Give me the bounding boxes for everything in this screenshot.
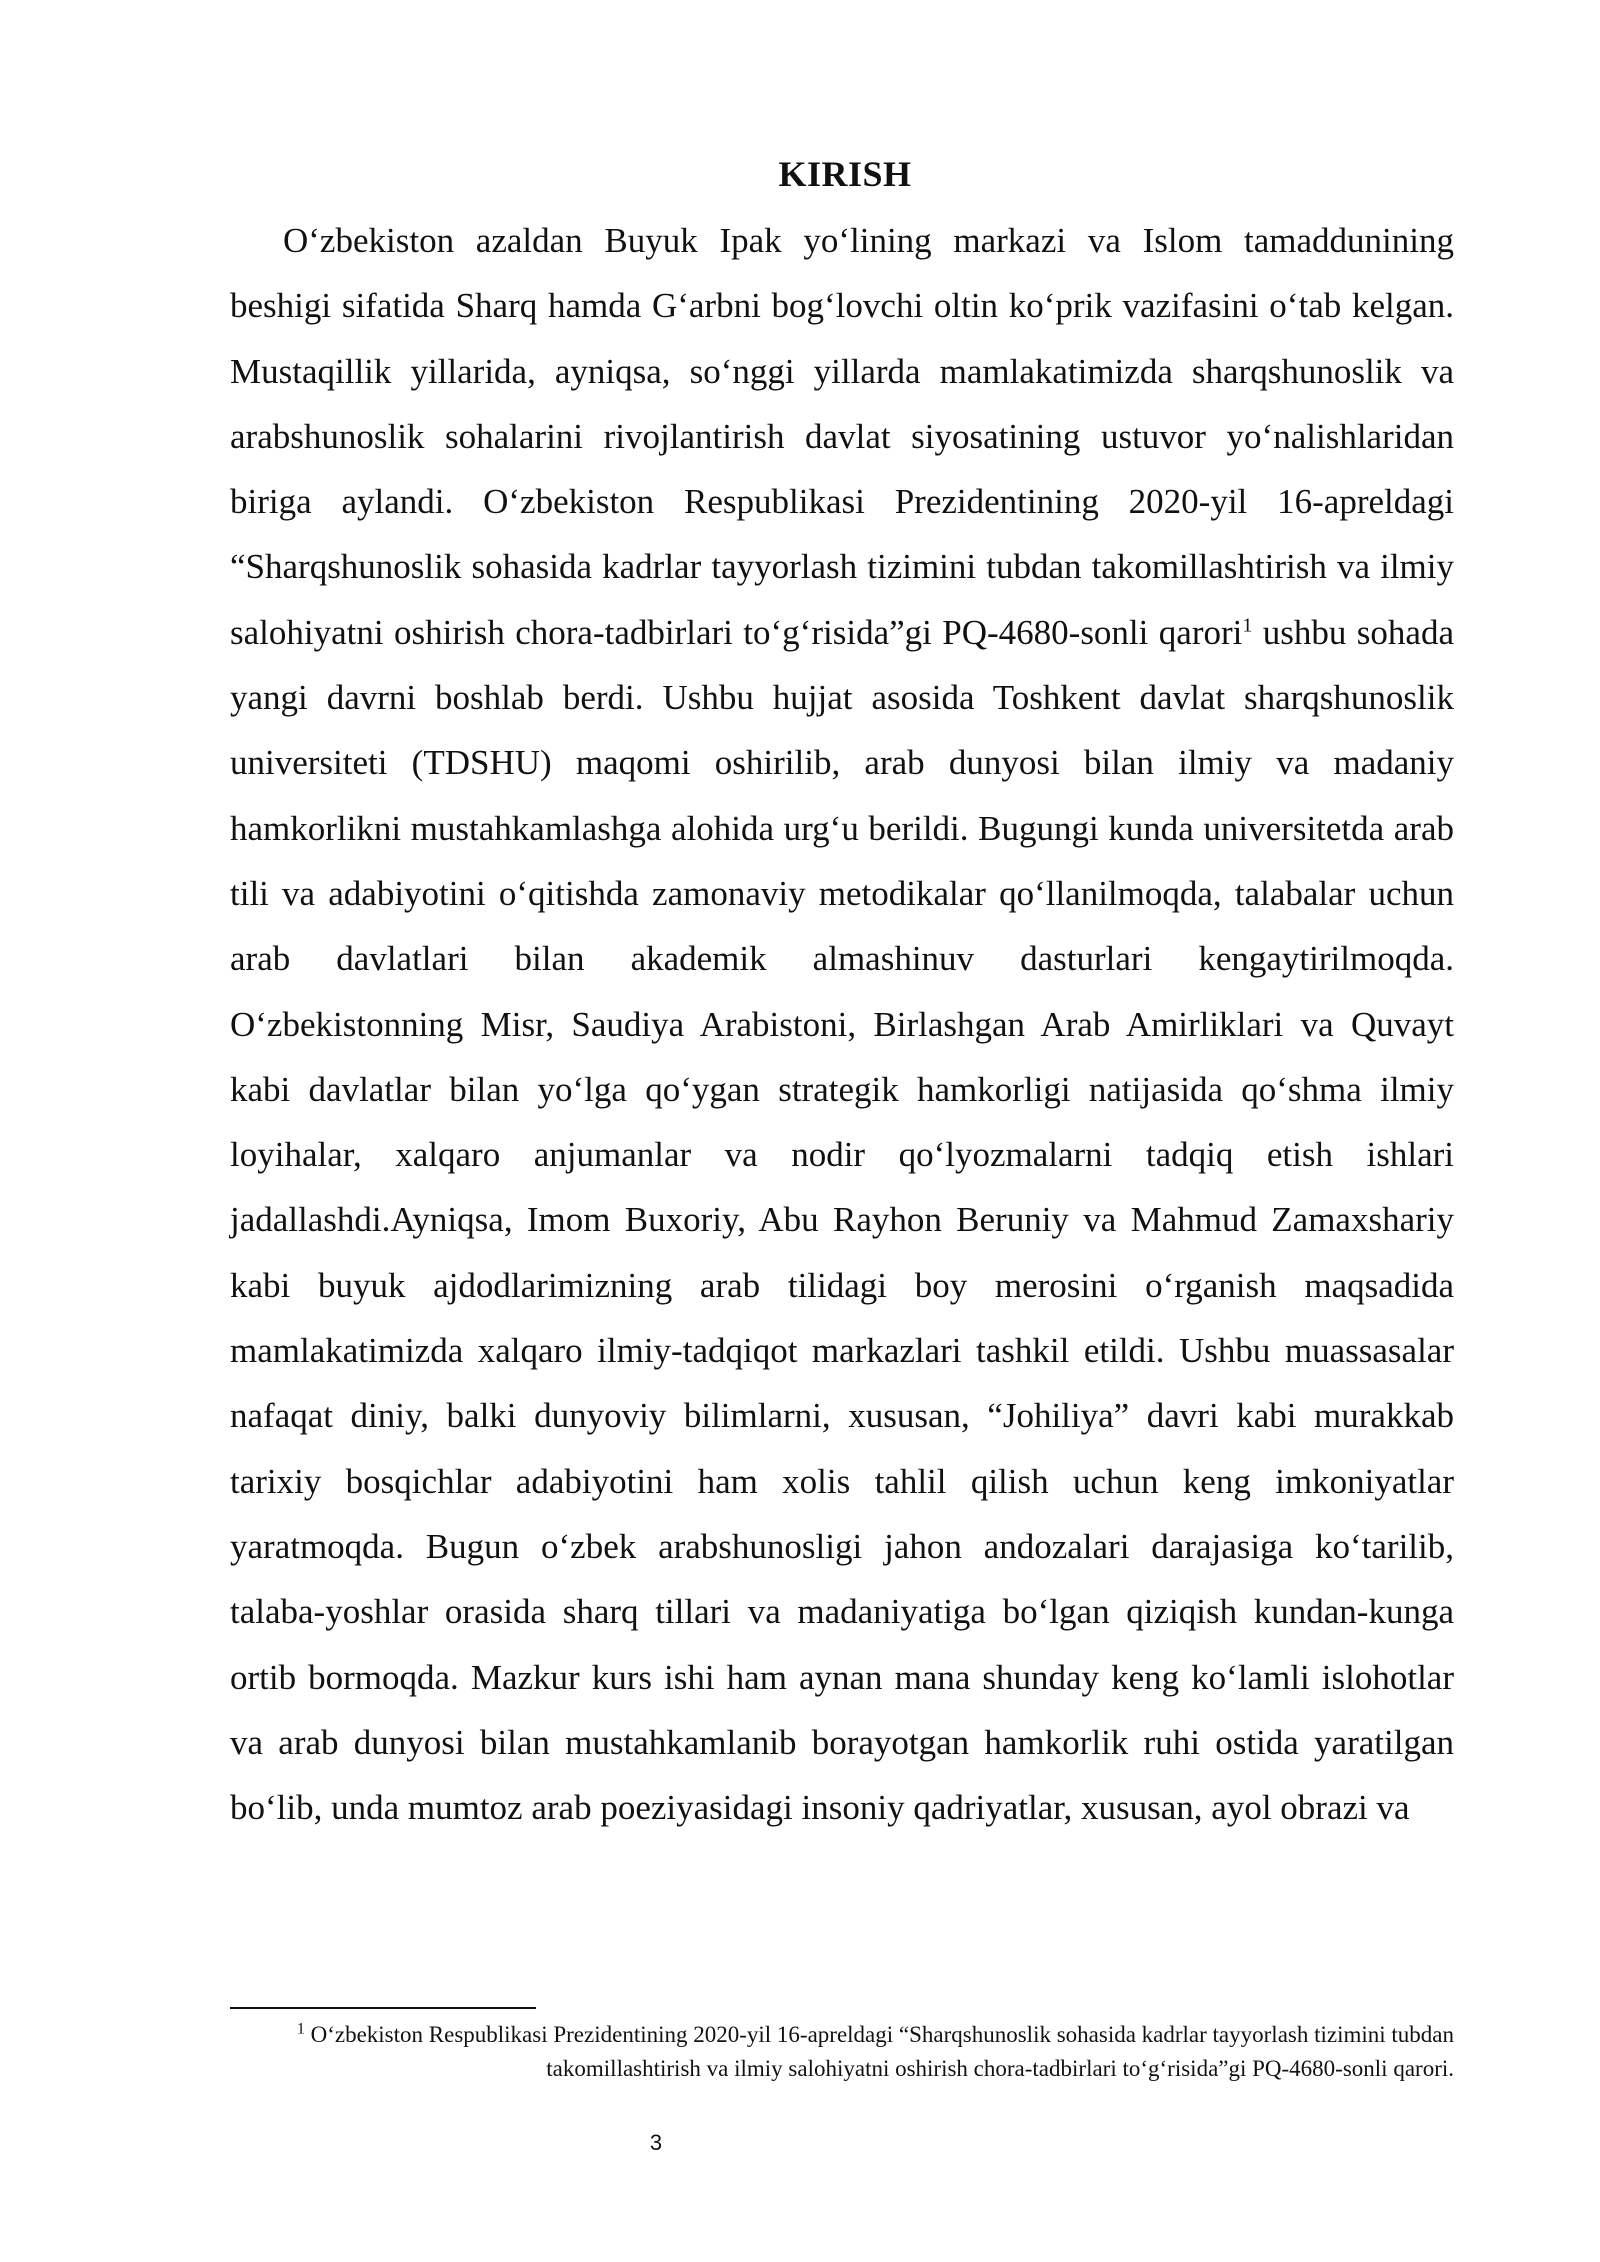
footnote-text: O‘zbekiston Respublikasi Prezidentining 2020-yil 16-apreldagi “Sharqshunoslik sohasida kadrlar tayyorlash tizimini tubdan takomillashtirish va ilmiy salohiyatni oshirish chora-tadbirlari to‘g‘risida”gi PQ-4680-sonli qarori.	[304, 2022, 1454, 2081]
footnote-number: 1	[296, 2020, 305, 2038]
page-number: 3	[649, 2130, 663, 2155]
body-text	[230, 208, 1454, 1840]
intro-paragraph	[230, 208, 1454, 1840]
footnote-separator	[230, 2007, 536, 2009]
section-title: KIRISH	[778, 154, 912, 194]
footnote-reference[interactable]: 1	[1242, 614, 1253, 637]
footnote	[230, 2018, 1454, 2086]
paragraph-text-part2: ushbu sohada yangi davrni boshlab berdi. Ushbu hujjat asosida Toshkent davlat sharqshunoslik universiteti (TDSHU) maqomi oshirilib, arab dunyosi bilan ilmiy va madaniy hamkorlikni mustahkamlashga alohida urg‘u berildi. Bugungi kunda universitetda arab tili va adabiyotini o‘qitishda zamonaviy metodikalar qo‘llanilmoqda, talabalar uchun arab davlatlari bilan akademik almashinuv dasturlari kengaytirilmoqda. O‘zbekistonning Misr, Saudiya Arabistoni, Birlashgan Arab Amirliklari va Quvayt kabi davlatlar bilan yo‘lga qo‘ygan strategik hamkorligi natijasida qo‘shma ilmiy loyihalar, xalqaro anjumanlar va nodir qo‘lyozmalarni tadqiq etish ishlari jadallashdi.Ayniqsa, Imom Buxoriy, Abu Rayhon Beruniy va Mahmud Zamaxshariy kabi buyuk ajdodlarimizning arab tilidagi boy merosini o‘rganish maqsadida mamlakatimizda xalqaro ilmiy-tadqiqot markazlari tashkil etildi. Ushbu muassasalar nafaqat diniy, balki dunyoviy bilimlarni, xususan, “Johiliya” davri kabi murakkab tarixiy bosqichlar adabiyotini ham xolis tahlil qilish uchun keng imkoniyatlar yaratmoqda. Bugun o‘zbek arabshunosligi jahon andozalari darajasiga ko‘tarilib, talaba-yoshlar orasida sharq tillari va madaniyatiga bo‘lgan qiziqish kundan-kunga ortib bormoqda. Mazkur kurs ishi ham aynan mana shunday keng ko‘lamli islohotlar va arab dunyosi bilan mustahkamlanib borayotgan hamkorlik ruhi ostida yaratilgan bo‘lib, unda mumtoz arab poeziyasidagi insoniy qadriyatlar, xususan, ayol obrazi va	[230, 612, 1454, 1828]
paragraph-text-part1: O‘zbekiston azaldan Buyuk Ipak yo‘lining markazi va Islom tamaddunining beshigi sifatida Sharq hamda G‘arbni bog‘lovchi oltin ko‘prik vazifasini o‘tab kelgan. Mustaqillik yillarida, ayniqsa, so‘nggi yillarda mamlakatimizda sharqshunoslik va arabshunoslik sohalarini rivojlantirish davlat siyosatining ustuvor yo‘nalishlaridan biriga aylandi. O‘zbekiston Respublikasi Prezidentining 2020-yil 16-apreldagi “Sharqshunoslik sohasida kadrlar tayyorlash tizimini tubdan takomillashtirish va ilmiy salohiyatni oshirish chora-tadbirlari to‘g‘risida”gi PQ-4680-sonli qarori	[230, 221, 1454, 652]
